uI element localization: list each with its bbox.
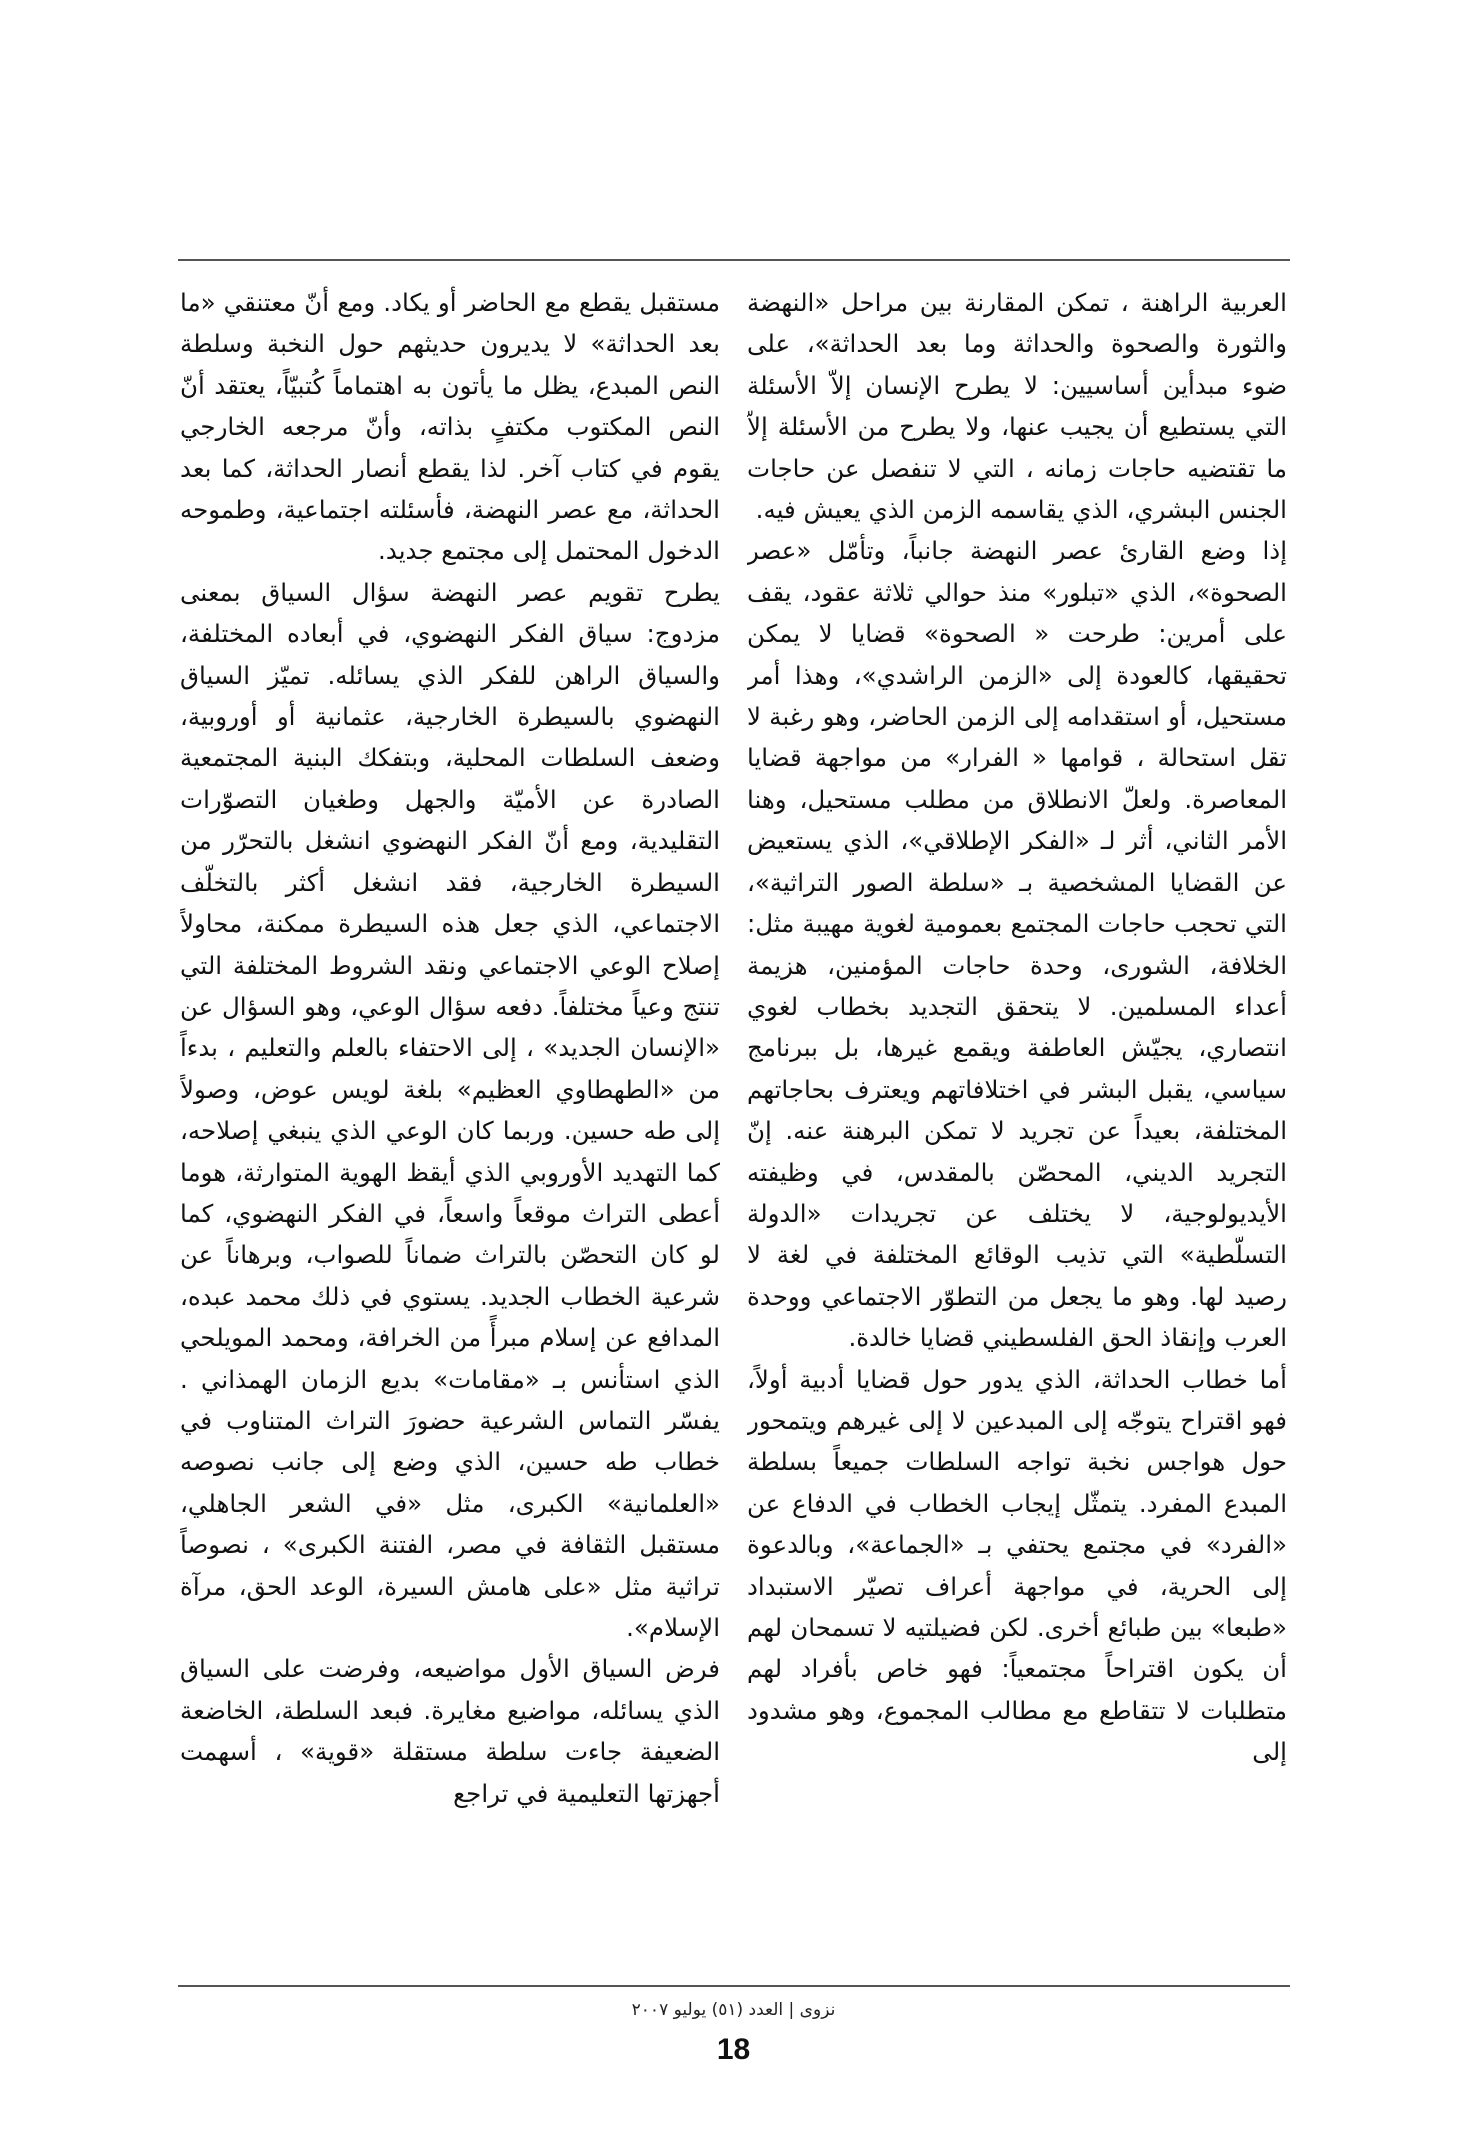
header-rule <box>178 259 1290 261</box>
paragraph: العربية الراهنة ، تمكن المقارنة بين مراحل «النهضة والثورة والصحوة والحداثة وما بعد الحداثة»، على ضوء مبدأين أساسيين: لا يطرح الإنسان إلاّ الأسئلة التي يستطيع أن يجيب عنها، ولا يطرح من الأسئلة إلاّ ما تقتضيه حاجات زمانه ، التي لا تنفصل عن حاجات الجنس البشري، الذي يقاسمه الزمن الذي يعيش فيه. <box>747 288 1287 525</box>
text-column-right <box>747 282 1287 1972</box>
issue-footer: نزوى | العدد (٥١) يوليو ٢٠٠٧ <box>631 2000 836 2020</box>
paragraph: يطرح تقويم عصر النهضة سؤال السياق بمعنى مزدوج: سياق الفكر النهضوي، في أبعاده المختلفة، والسياق الراهن للفكر الذي يسائله. تميّز السياق النهضوي بالسيطرة الخارجية، عثمانية أو أوروبية، وضعف السلطات المحلية، وبتفكك البنية المجتمعية الصادرة عن الأميّة والجهل وطغيان التصوّرات التقليدية، ومع أنّ الفكر النهضوي انشغل بالتحرّر من السيطرة الخارجية، فقد انشغل أكثر بالتخلّف الاجتماعي، الذي جعل هذه السيطرة ممكنة، محاولاً إصلاح الوعي الاجتماعي ونقد الشروط المختلفة التي تنتج وعياً مختلفاً. دفعه سؤال الوعي، وهو السؤال عن «الإنسان الجديد» ، إلى الاحتفاء بالعلم والتعليم ، بدءاً من «الطهطاوي العظيم» بلغة لويس عوض، وصولاً إلى طه حسين. وربما كان الوعي الذي ينبغي إصلاحه، كما التهديد الأوروبي الذي أيقظ الهوية المتوارثة، هوما أعطى التراث موقعاً واسعاً، في الفكر النهضوي، كما لو كان التحصّن بالتراث ضماناً للصواب، وبرهاناً عن شرعية الخطاب الجديد. يستوي في ذلك محمد عبده، المدافع عن إسلام مبرأً من الخرافة، ومحمد المويلحي الذي استأنس بـ «مقامات» بديع الزمان الهمذاني . يفسّر التماس الشرعية حضورَ التراث المتناوب في خطاب طه حسين، الذي وضع إلى جانب نصوصه «العلمانية» الكبرى، مثل «في الشعر الجاهلي، مستقبل الثقافة في مصر، الفتنة الكبرى» ، نصوصاً تراثية مثل «على هامش السيرة، الوعد الحق، مرآة الإسلام». <box>180 577 720 1642</box>
paragraph: إذا وضع القارئ عصر النهضة جانباً، وتأمّل «عصر الصحوة»، الذي «تبلور» منذ حوالي ثلاثة عقود، يقف على أمرين: طرحت « الصحوة» قضايا لا يمكن تحقيقها، كالعودة إلى «الزمن الراشدي»، وهذا أمر مستحيل، أو استقدامه إلى الزمن الحاضر، وهو رغبة لا تقل استحالة ، قوامها « الفرار» من مواجهة قضايا المعاصرة. ولعلّ الانطلاق من مطلب مستحيل، وهنا الأمر الثاني، أثر لـ «الفكر الإطلاقي»، الذي يستعيض عن القضايا المشخصية بـ «سلطة الصور التراثية»، التي تحجب حاجات المجتمع بعمومية لغوية مهيبة مثل: الخلافة، الشورى، وحدة حاجات المؤمنين، هزيمة أعداء المسلمين. لا يتحقق التجديد بخطاب لغوي انتصاري، يجيّش العاطفة ويقمع غيرها، بل ببرنامج سياسي، يقبل البشر في اختلافاتهم ويعترف بحاجاتهم المختلفة، بعيداً عن تجريد لا تمكن البرهنة عنه. إنّ التجريد الديني، المحصّن بالمقدس، في وظيفته الأيديولوجية، لا يختلف عن تجريدات «الدولة التسلّطية» التي تذيب الوقائع المختلفة في لغة لا رصيد لها. وهو ما يجعل من التطوّر الاجتماعي ووحدة العرب وإنقاذ الحق الفلسطيني قضايا خالدة. <box>747 536 1287 1353</box>
footer-rule <box>178 1985 1290 1987</box>
paragraph: مستقبل يقطع مع الحاضر أو يكاد. ومع أنّ معتنقي «ما بعد الحداثة» لا يديرون حديثهم حول النخبة وسلطة النص المبدع، يظل ما يأتون به اهتماماً كُتبيّاً، يعتقد أنّ النص المكتوب مكتفٍ بذاته، وأنّ مرجعه الخارجي يقوم في كتاب آخر. لذا يقطع أنصار الحداثة، كما بعد الحداثة، مع عصر النهضة، فأسئلته اجتماعية، وطموحه الدخول المحتمل إلى مجتمع جديد. <box>180 288 720 566</box>
page-number: 18 <box>716 2033 751 2066</box>
paragraph: أما خطاب الحداثة، الذي يدور حول قضايا أدبية أولاً، فهو اقتراح يتوجّه إلى المبدعين لا إلى غيرهم ويتمحور حول هواجس نخبة تواجه السلطات جميعاً بسلطة المبدع المفرد. يتمثّل إيجاب الخطاب في الدفاع عن «الفرد» في مجتمع يحتفي بـ «الجماعة»، وبالدعوة إلى الحرية، في مواجهة أعراف تصيّر الاستبداد «طبعا» بين طبائع أخرى. لكن فضيلتيه لا تسمحان لهم أن يكون اقتراحاً مجتمعياً: فهو خاص بأفراد لهم متطلبات لا تتقاطع مع مطالب المجموع، وهو مشدود إلى <box>747 1364 1287 1767</box>
text-column-left <box>180 282 720 1972</box>
paragraph: فرض السياق الأول مواضيعه، وفرضت على السياق الذي يسائله، مواضيع مغايرة. فبعد السلطة، الخاضعة الضعيفة جاءت سلطة مستقلة «قوية» ، أسهمت أجهزتها التعليمية في تراجع <box>180 1654 720 1808</box>
